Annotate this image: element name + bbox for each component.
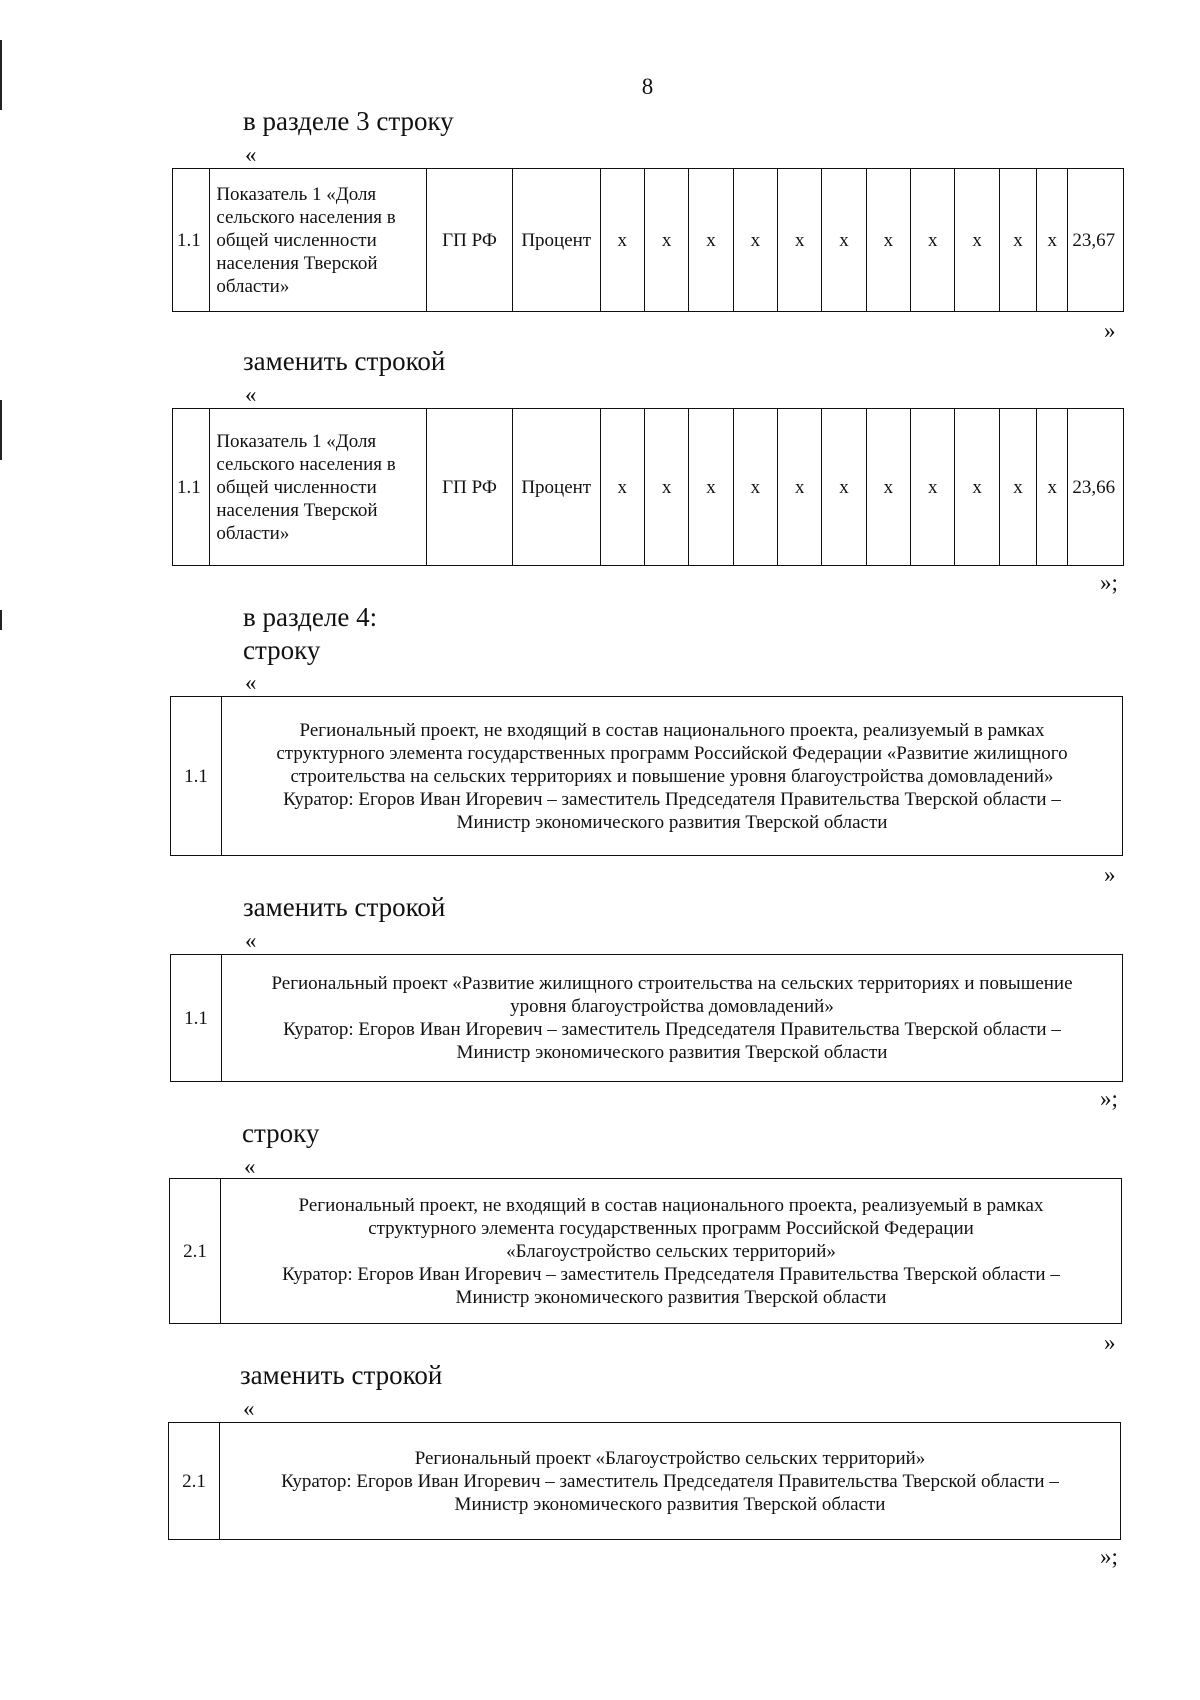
curator-title: Министр экономического развития Тверской области	[455, 1286, 887, 1308]
indicator-name: Показатель 1 «Доля сельского населения в общей численности населения Тверской области»	[210, 409, 427, 566]
curator-line: Куратор: Егоров Иван Игоревич – заместитель Председателя Правительства Тверской области –	[283, 788, 1061, 810]
open-quote: «	[245, 670, 257, 695]
project-table-2-new	[168, 1422, 1121, 1540]
table-row	[173, 169, 1124, 312]
indicator-mark: x	[1037, 169, 1068, 312]
text-line: Региональный проект, не входящий в состав национального проекта, реализуемый в рамках	[299, 719, 1045, 741]
text-line: Региональный проект, не входящий в состав национального проекта, реализуемый в рамках	[298, 1194, 1044, 1216]
indicator-mark: x	[600, 409, 644, 566]
text-line: структурного элемента государственных программ Российской Федерации	[368, 1217, 974, 1239]
project-description	[221, 1179, 1122, 1324]
project-description	[222, 955, 1123, 1082]
indicator-unit: Процент	[512, 409, 600, 566]
open-quote: «	[245, 382, 257, 407]
project-description	[220, 1423, 1121, 1540]
indicator-value: 23,66	[1068, 409, 1124, 566]
row-label: строку	[242, 1118, 320, 1148]
close-quote-semicolon: »;	[1100, 1544, 1118, 1569]
table-row	[170, 1179, 1122, 1324]
curator-line: Куратор: Егоров Иван Игоревич – заместитель Председателя Правительства Тверской области –	[283, 1019, 1061, 1040]
row-number: 2.1	[170, 1179, 221, 1324]
text-line: Региональный проект «Развитие жилищного строительства на сельских территориях и повышение	[271, 973, 1073, 994]
close-quote-semicolon: »;	[1100, 1086, 1118, 1111]
indicator-mark: x	[911, 169, 955, 312]
project-table-2-old	[169, 1178, 1122, 1324]
indicator-mark: x	[689, 169, 733, 312]
indicator-mark: x	[733, 169, 777, 312]
indicator-mark: x	[955, 409, 999, 566]
indicator-mark: x	[689, 409, 733, 566]
row-number: 1.1	[171, 697, 222, 856]
indicator-value: 23,67	[1068, 169, 1124, 312]
replace-label: заменить строкой	[243, 346, 446, 376]
indicator-source: ГП РФ	[427, 409, 513, 566]
indicator-mark: x	[911, 409, 955, 566]
scan-edge-mark	[0, 400, 2, 460]
indicator-table-new	[172, 408, 1124, 566]
replace-label: заменить строкой	[240, 1360, 443, 1390]
table-row	[171, 955, 1123, 1082]
section3-heading: в разделе 3 строку	[243, 106, 454, 136]
table-row	[171, 697, 1123, 856]
open-quote: «	[245, 142, 257, 167]
text-line: «Благоустройство сельских территорий»	[506, 1240, 836, 1262]
indicator-mark: x	[733, 409, 777, 566]
curator-title: Министр экономического развития Тверской области	[456, 811, 888, 833]
project-description	[222, 697, 1123, 856]
indicator-mark: x	[778, 169, 822, 312]
open-quote: «	[243, 1396, 255, 1421]
page-number: 8	[641, 74, 654, 99]
replace-label: заменить строкой	[243, 892, 446, 922]
row-number: 2.1	[169, 1423, 220, 1540]
indicator-mark: x	[778, 409, 822, 566]
row-number: 1.1	[173, 409, 210, 566]
indicator-mark: x	[866, 409, 910, 566]
indicator-mark: x	[822, 409, 866, 566]
indicator-mark: x	[644, 169, 688, 312]
open-quote: «	[245, 928, 257, 953]
row-number: 1.1	[173, 169, 210, 312]
row-label: строку	[243, 635, 321, 665]
project-table-1-old	[170, 696, 1123, 856]
text-line: структурного элемента государственных программ Российской Федерации «Развитие жилищного	[276, 742, 1068, 764]
table-row	[169, 1423, 1121, 1540]
row-number: 1.1	[171, 955, 222, 1082]
text-line: уровня благоустройства домовладений»	[510, 996, 834, 1017]
text-line: строительства на сельских территориях и повышение уровня благоустройства домовладений»	[290, 765, 1054, 787]
scan-edge-mark	[0, 610, 2, 630]
indicator-mark: x	[999, 169, 1036, 312]
indicator-table-old	[172, 168, 1124, 312]
indicator-mark: x	[600, 169, 644, 312]
indicator-mark: x	[999, 409, 1036, 566]
text-line: Региональный проект «Благоустройство сельских территорий»	[414, 1447, 926, 1469]
close-quote-semicolon: »;	[1100, 570, 1118, 595]
indicator-mark: x	[866, 169, 910, 312]
close-quote: »	[1104, 318, 1116, 343]
open-quote: «	[244, 1154, 256, 1179]
curator-title: Министр экономического развития Тверской области	[454, 1493, 886, 1515]
curator-line: Куратор: Егоров Иван Игоревич – заместитель Председателя Правительства Тверской области –	[282, 1263, 1060, 1285]
indicator-name: Показатель 1 «Доля сельского населения в общей численности населения Тверской области»	[210, 169, 427, 312]
curator-line: Куратор: Егоров Иван Игоревич – заместитель Председателя Правительства Тверской области –	[281, 1470, 1059, 1492]
indicator-mark: x	[822, 169, 866, 312]
close-quote: »	[1104, 1330, 1116, 1355]
indicator-mark: x	[644, 409, 688, 566]
section4-heading: в разделе 4:	[243, 602, 378, 632]
project-table-1-new	[170, 954, 1123, 1082]
curator-title: Министр экономического развития Тверской области	[456, 1042, 888, 1063]
indicator-unit: Процент	[512, 169, 600, 312]
table-row	[173, 409, 1124, 566]
indicator-mark: x	[1037, 409, 1068, 566]
indicator-source: ГП РФ	[427, 169, 513, 312]
close-quote: »	[1104, 862, 1116, 887]
indicator-mark: x	[955, 169, 999, 312]
